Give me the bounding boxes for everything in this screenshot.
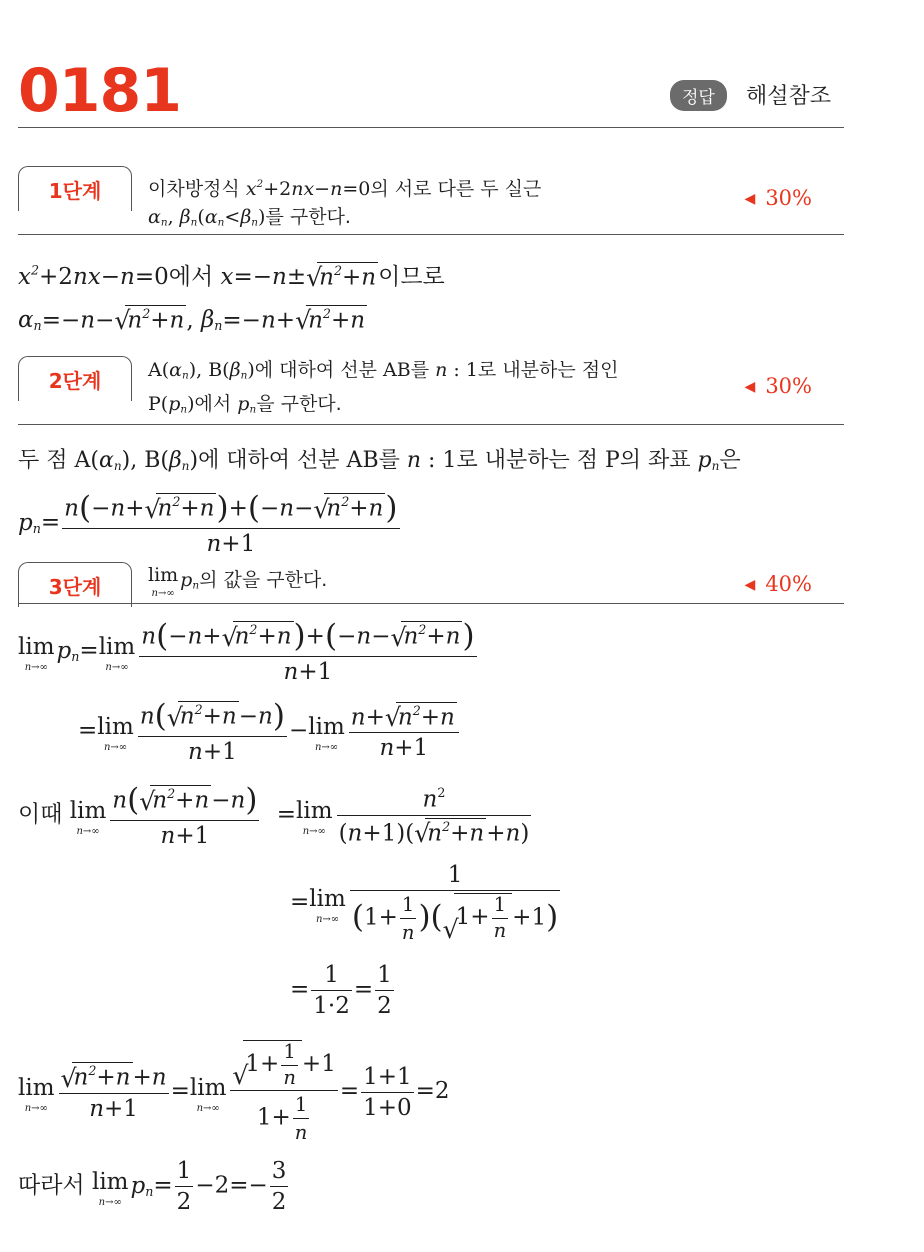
pn-formula: $p_n=$ n(−n+ √ $n^2+n)+(-n-$ √ $n^2+n$) n+1: [18, 490, 398, 557]
step-2-percent: ◀ 30%: [744, 374, 812, 398]
step-3-label: 3단계: [18, 562, 132, 607]
answer-ref: 해설참조: [746, 84, 832, 109]
step-2-rule: [18, 424, 844, 425]
triangle-icon: ◀: [744, 577, 756, 593]
step-1-label: 1단계: [18, 166, 132, 211]
header-rule: [18, 127, 844, 128]
lim-line-7: 따라서 lim n→∞ $p_n=$ $\frac{1}{2}$ −2=− $\frac{3}{2}$: [18, 1158, 287, 1215]
problem-number: 0181: [18, 56, 181, 126]
lim-line-2: = lim n→∞ n( √ $n^2+n-n$) n+1 − lim n→∞ n+ √ $n^2+n$ n+1: [78, 698, 461, 765]
step-2-text: $A(\alpha_n)$, $B(\beta_n)$에 대하여 선분 AB를 n : 1로 내분하는 점인 $P(p_n)$에서 $p_n$을 구한다.: [148, 359, 619, 416]
lim-line-3: 이때 lim n→∞ n( √ $n^2+n-n$) n+1 = lim n→∞ $n^2$ (n+1)( √ $n^2+n+n$): [18, 782, 530, 849]
lim-line-5: = $\frac{1}{1\cdot 2}$ = $\frac{1}{2}$: [290, 962, 392, 1019]
step-1-text: 이차방정식 $x^2+2nx-n=0$의 서로 다른 두 실근 $\alpha_n$, $\beta_n(\alpha_n<\beta_n)$를 구한다.: [148, 177, 542, 229]
triangle-icon: ◀: [744, 379, 756, 395]
lim-line-6: lim n→∞ √ $n^2+n+n$ n+1 = lim n→∞ √ 1+ $\frac{1}{n}$ +1 1+ $\frac{1}{n}$ = $\frac{1+1}{1+0}$ =2: [18, 1040, 450, 1145]
lim-line-4: = lim n→∞ 1 (1+ $\frac{1}{n}$ )( √ 1+ $\frac{1}{n}$ +1): [290, 862, 559, 944]
lim-line-1: lim n→∞ $p_n=$ lim n→∞ n(−n+ √ $n^2+n)+(-n-$ √ $n^2+n$) n+1: [18, 618, 475, 685]
eq-line-2: $\alpha_n=-n-$ √ $n^2+n$, $\beta_n=-n+$ √ $n^2+n$: [18, 306, 366, 336]
triangle-icon: ◀: [744, 191, 756, 207]
step-1-percent: ◀ 30%: [744, 186, 812, 210]
step-3-percent: ◀ 40%: [744, 572, 812, 596]
eq-line-1: $x^2+2nx-n=0$에서 x=−n± √ $n^2+n$이므로: [18, 262, 445, 292]
eq-line-3: 두 점 $A(\alpha_n)$, $B(\beta_n)$에 대하여 선분 AB를 n : 1로 내분하는 점 P의 좌표 $p_n$은: [18, 448, 741, 474]
step-3-text: lim n→∞ $p_n$의 값을 구한다.: [148, 564, 328, 600]
step-3-rule: [18, 603, 844, 604]
step-2-label: 2단계: [18, 356, 132, 401]
answer-badge: 정답: [670, 80, 727, 111]
